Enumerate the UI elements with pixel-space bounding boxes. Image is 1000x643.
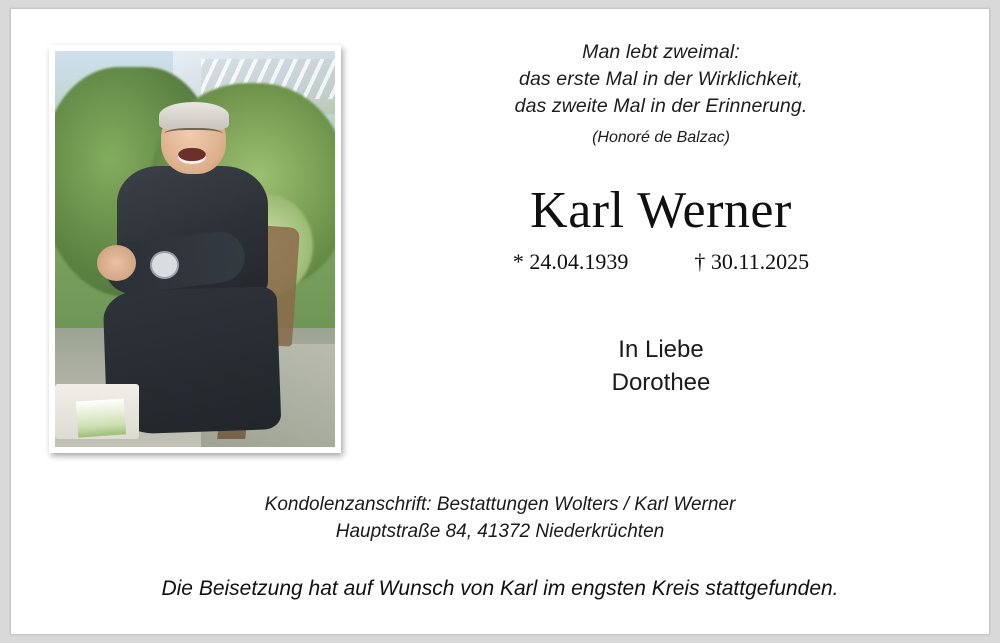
dedication-line-1: In Liebe	[618, 336, 704, 363]
photo-paper	[76, 398, 126, 437]
memorial-text-block	[371, 39, 951, 399]
portrait-photo	[55, 51, 335, 447]
memorial-quote	[371, 39, 951, 120]
portrait-photo-frame	[49, 45, 341, 453]
condolence-line-1: Kondolenzanschrift: Bestattungen Wolters / Karl Werner	[264, 494, 736, 515]
condolence-address	[11, 491, 989, 545]
quote-line-2: das erste Mal in der Wirklichkeit,	[519, 68, 803, 90]
funeral-notice: Die Beisetzung hat auf Wunsch von Karl im engsten Kreis stattgefunden.	[161, 577, 839, 600]
photo-person-mouth	[178, 148, 206, 164]
photo-person-hair	[159, 102, 229, 130]
photo-person-hand	[97, 245, 136, 281]
memorial-footer	[11, 491, 989, 601]
photo-wristwatch	[150, 251, 179, 279]
dedication	[371, 333, 951, 399]
dedication-line-2: Dorothee	[611, 369, 711, 396]
death-date: † 30.11.2025	[694, 249, 810, 274]
condolence-line-2: Hauptstraße 84, 41372 Niederkrüchten	[335, 521, 665, 542]
deceased-name: Karl Werner	[530, 182, 792, 239]
quote-line-3: das zweite Mal in der Erinnerung.	[514, 95, 808, 117]
life-dates	[371, 249, 951, 275]
birth-date: * 24.04.1939	[512, 249, 629, 274]
quote-line-1: Man lebt zweimal:	[582, 41, 740, 63]
photo-person-glasses	[164, 128, 223, 143]
memorial-card	[10, 8, 990, 635]
quote-author: (Honoré de Balzac)	[592, 129, 730, 146]
